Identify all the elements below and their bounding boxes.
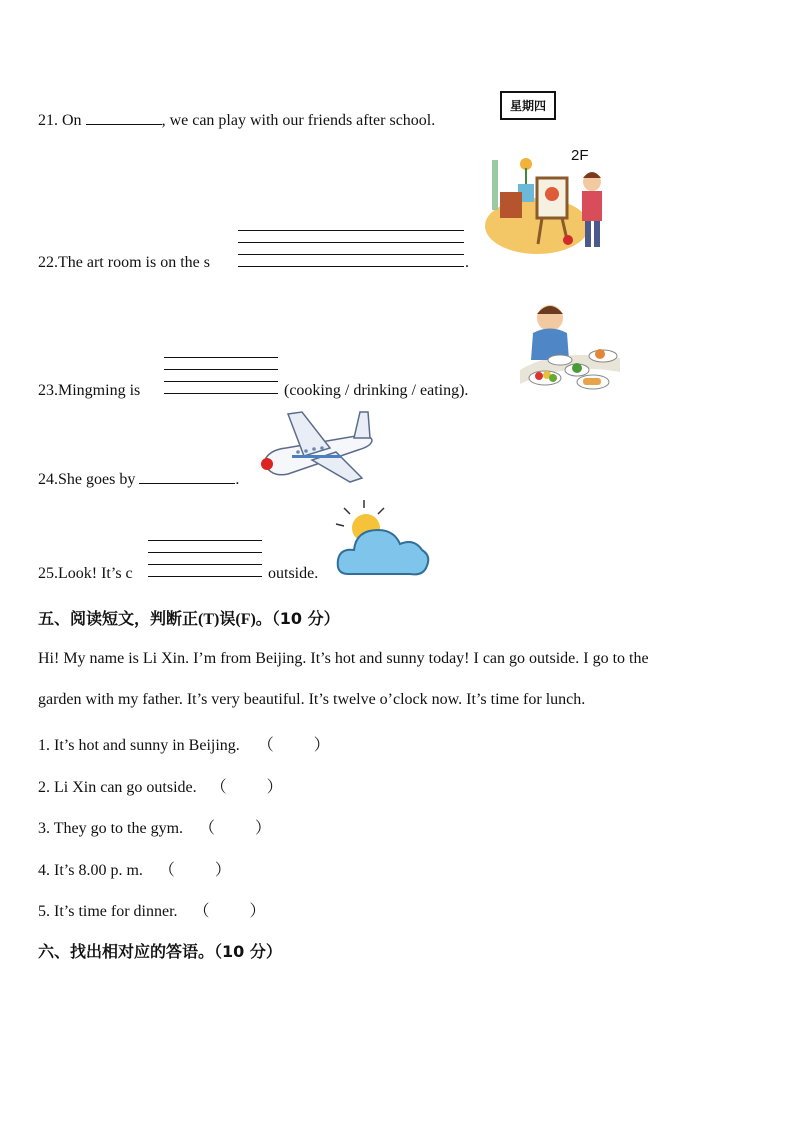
- statement-4-text: 4. It’s 8.00 p. m.: [38, 862, 143, 879]
- question-24-before: 24.She goes by: [38, 471, 140, 488]
- passage-line-1: Hi! My name is Li Xin. I’m from Beijing. It’s hot and sunny today! I can go outside. I go to the: [38, 650, 649, 667]
- section-5-title-d: (F): [235, 611, 256, 628]
- answer-blank-24[interactable]: [139, 469, 235, 484]
- answer-blank-21[interactable]: [86, 110, 162, 125]
- question-24-after: .: [235, 471, 240, 488]
- floor-label: 2F: [571, 147, 589, 164]
- statement-1-text: 1. It’s hot and sunny in Beijing.: [38, 737, 240, 754]
- airplane-illustration: [258, 408, 378, 488]
- answer-paren-3[interactable]: （ ）: [199, 820, 272, 837]
- answer-paren-2[interactable]: （ ）: [210, 779, 283, 796]
- question-22-end: .: [465, 254, 469, 271]
- answer-lines-22[interactable]: [238, 230, 464, 268]
- statement-4: [38, 857, 231, 880]
- question-21-number: 21: [38, 112, 54, 129]
- question-22-text: 22.The art room is on the s: [38, 254, 210, 271]
- eating-boy-illustration: [515, 300, 625, 395]
- question-22: [38, 254, 210, 272]
- answer-paren-1[interactable]: （ ）: [257, 737, 330, 754]
- answer-lines-23[interactable]: [164, 357, 278, 395]
- weekday-badge: 星期四: [500, 91, 556, 120]
- reading-passage: [38, 638, 758, 720]
- question-23-after: (cooking / drinking / eating).: [284, 382, 469, 399]
- answer-lines-25[interactable]: [148, 540, 262, 578]
- section-5-title-c: 误: [219, 609, 236, 628]
- statement-3: [38, 815, 272, 838]
- statement-5: [38, 898, 266, 921]
- cloudy-weather-illustration: [334, 500, 434, 580]
- section-6-title: 六、找出相对应的答语。（10 分）: [38, 942, 282, 961]
- statement-3-text: 3. They go to the gym.: [38, 820, 184, 837]
- answer-paren-4[interactable]: （ ）: [158, 862, 231, 879]
- question-24: [38, 469, 239, 489]
- question-25-after: outside.: [268, 565, 319, 582]
- statement-1: [38, 732, 330, 755]
- statement-5-text: 5. It’s time for dinner.: [38, 903, 178, 920]
- statement-2-text: 2. Li Xin can go outside.: [38, 779, 197, 796]
- statement-2: [38, 774, 283, 797]
- question-21-after: , we can play with our friends after school.: [161, 112, 436, 129]
- section-5-title-e: 。（10 分）: [255, 609, 340, 628]
- section-5-title: [38, 606, 340, 629]
- section-5-title-b: (T): [198, 611, 220, 628]
- passage-line-2: garden with my father. It’s very beautiful. It’s twelve o’clock now. It’s time for lunch.: [38, 691, 586, 708]
- question-21: [38, 110, 435, 130]
- question-21-before: . On: [54, 112, 86, 129]
- section-5-title-a: 五、阅读短文，判断正: [38, 609, 199, 628]
- art-room-illustration: [482, 148, 612, 268]
- answer-paren-5[interactable]: （ ）: [193, 903, 266, 920]
- question-23-before: 23.Mingming is: [38, 382, 141, 399]
- question-25-before: 25.Look! It’s c: [38, 565, 133, 582]
